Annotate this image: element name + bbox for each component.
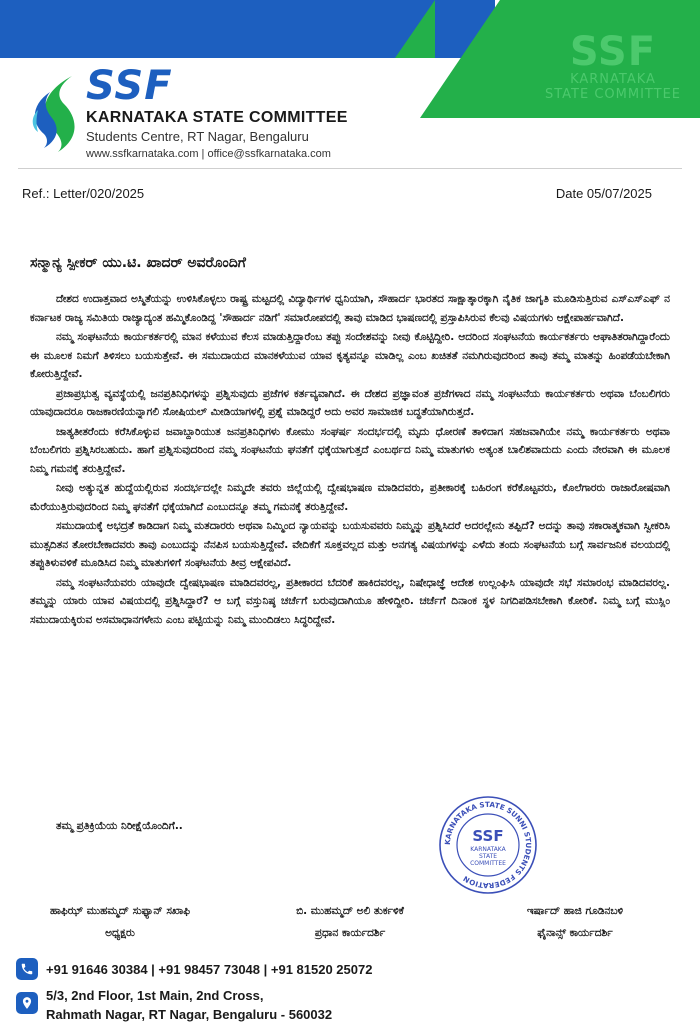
location-pin-icon bbox=[16, 992, 38, 1014]
letter-body bbox=[30, 290, 670, 630]
paragraph: ದೇಶದ ಉದಾತ್ತವಾದ ಅಸ್ಮಿತೆಯನ್ನು ಉಳಿಸಿಕೊಳ್ಳಲು ರಾಷ್ಟ್ರ ಮಟ್ಟದಲ್ಲಿ ವಿದ್ಯಾರ್ಥಿಗಳ ಧ್ವನಿಯಾಗಿ, ಸೌಹಾರ್ದ ಭಾರತದ ಸಾಕ್ಷಾತ್ಕಾರಕ್ಕಾಗಿ ನೈತಿಕ ಜಾಗೃತಿ ಮೂಡಿಸುತ್ತಿರುವ ಎಸ್ಎಸ್ಎಫ್ ನ ಕರ್ನಾಟಕ ರಾಜ್ಯ ಸಮಿತಿಯ ರಾಜ್ಯಾದ್ಯಂತ ಹಮ್ಮಿಕೊಂಡಿದ್ದ 'ಸೌಹಾರ್ದ ನಡಿಗೆ' ಸಮಾರೋಪದಲ್ಲಿ ತಾವು ಮಾಡಿದ ಭಾಷಣದಲ್ಲಿ ಪ್ರಸ್ತಾಪಿಸಿರುವ ಕೆಲವು ವಿಷಯಗಳು ಆಕ್ಷೇಪಾರ್ಹವಾಗಿದೆ. bbox=[30, 293, 670, 324]
footer-phone bbox=[16, 958, 372, 980]
org-short-name: SSF bbox=[86, 63, 173, 109]
paragraph: ಸಮುದಾಯಕ್ಕೆ ಅಭದ್ರತೆ ಕಾಡಿದಾಗ ನಿಮ್ಮ ಮತದಾರರು ಅಥವಾ ನಿಮ್ಮಿಂದ ನ್ಯಾಯವನ್ನು ಬಯಸುವವರು ನಿಮ್ಮನ್ನು ಪ್ರಶ್ನಿಸಿದರೆ ಅದರಲ್ಲೇನು ತಪ್ಪಿದೆ? ಅದನ್ನು ತಾವು ಸಕಾರಾತ್ಮಕವಾಗಿ ಸ್ವೀಕರಿಸಿ ಮುತ್ಸದಿತನ ತೋರಬೇಕಾದವರು ತಾವು ಎಂಬುದನ್ನು ನೆನಪಿಸ ಬಯಸುತ್ತಿದ್ದೇವೆ. ವೇದಿಕೆಗೆ ಸೂಕ್ತವಲ್ಲದ ಮತ್ತು ಅನಗತ್ಯ ವಿಷಯಗಳನ್ನು ಎಳೆದು ತಂದು ಸಂಘಟನೆಯ ಬಗ್ಗೆ ಸಾರ್ವಜನಿಕ ವಲಯದಲ್ಲಿ ತಪ್ಪುತಿಳುವಳಿಕೆ ಮೂಡಿಸಿದ ನಿಮ್ಮ ಮಾತುಗಳಿಗೆ ಸಂಘಟನೆಯ ತೀವ್ರ ಆಕ್ಷೇಪವಿದೆ. bbox=[30, 520, 670, 569]
signatory-title: ಪ್ರಧಾನ ಕಾರ್ಯದರ್ಶಿ bbox=[314, 927, 386, 939]
header-divider bbox=[18, 168, 682, 169]
seal-line1: KARNATAKA bbox=[470, 846, 506, 853]
address-line1: 5/3, 2nd Floor, 1st Main, 2nd Cross, bbox=[46, 988, 264, 1003]
address-line2: Rahmath Nagar, RT Nagar, Bengaluru - 560032 bbox=[46, 1007, 333, 1022]
seal-line2: STATE bbox=[478, 853, 498, 860]
letterhead bbox=[0, 0, 700, 180]
signatory-name: ಬಿ. ಮುಹಮ್ಮದ್ ಅಲಿ ತುರ್ಕಳಿಕೆ bbox=[296, 905, 404, 917]
signatory-name: ಹಾಫಿಝ್ ಮುಹಮ್ಮದ್ ಸುಫ್ಯಾನ್ ಸಖಾಫಿ bbox=[50, 905, 190, 917]
org-contact-line: www.ssfkarnataka.com | office@ssfkarnataka.com bbox=[86, 148, 331, 160]
org-address: Students Centre, RT Nagar, Bengaluru bbox=[86, 129, 309, 144]
signatory-title: ಅಧ್ಯಕ್ಷರು bbox=[105, 927, 135, 939]
org-committee: KARNATAKA STATE COMMITTEE bbox=[86, 109, 348, 126]
org-brand bbox=[86, 64, 348, 162]
paragraph: ನಮ್ಮ ಸಂಘಟನೆಯ ಕಾರ್ಯಕರ್ತರಲ್ಲಿ ಮಾನ ಕಳೆಯುವ ಕೆಲಸ ಮಾಡುತ್ತಿದ್ದಾರೆಂಬ ತಪ್ಪು ಸಂದೇಶವನ್ನು ನೀವು ಕೊಟ್ಟಿದ್ದೀರಿ. ಆದರಿಂದ ಸಂಘಟನೆಯ ಕಾರ್ಯಕರ್ತರು ಆಘಾತಿತರಾಗಿದ್ದಾರೆಂದು ಈ ಮೂಲಕ ನಿಮಗೆ ತಿಳಿಸಲು ಬಯಸುತ್ತೇವೆ. ಈ ಸಮುದಾಯದ ಮಾನಕಳೆಯುವ ಯಾವ ಕೃತ್ಯವನ್ನೂ ಮಾಡಿಲ್ಲ ಎಂಬ ಖಚಿತತೆ ನಮಗಿರುವುದರಿಂದ ತಾವು ತಮ್ಮ ಮಾತನ್ನು ಹಿಂಪಡೆಯಬೇಕಾಗಿ ಕೋರುತ್ತಿದ್ದೇವೆ. bbox=[30, 331, 670, 380]
phone-numbers: +91 91646 30384 | +91 98457 73048 | +91 81520 25072 bbox=[46, 961, 373, 977]
signatory-name: ಇರ್ಷಾದ್ ಹಾಜಿ ಗೂಡಿನಬಳಿ bbox=[526, 905, 624, 917]
signatory-general-secretary bbox=[240, 900, 460, 944]
paragraph: ನೀವು ಅತ್ಯುನ್ನತ ಹುದ್ದೆಯಲ್ಲಿರುವ ಸಂದರ್ಭದಲ್ಲೇ ನಿಮ್ಮದೇ ತವರು ಜಿಲ್ಲೆಯಲ್ಲಿ ದ್ವೇಷಭಾಷಣ ಮಾಡಿದವರು, ಪ್ರತೀಕಾರಕ್ಕೆ ಬಹಿರಂಗ ಕರೆಕೊಟ್ಟವರು, ಕೊಲೆಗಾರರು ರಾಜಾರೋಷವಾಗಿ ಮೆರೆಯುತ್ತಿರುವುದರಿಂದ ನಿಮ್ಮ ಘನತೆಗೆ ಧಕ್ಕೆಯಾಗಿದೆ ಎಂಬುದನ್ನೂ ತಮ್ಮ ಗಮನಕ್ಕೆ ತರುತ್ತಿದ್ದೇವೆ. bbox=[30, 482, 670, 513]
salutation: ಸನ್ಮಾನ್ಯ ಸ್ಪೀಕರ್ ಯು.ಟಿ. ಖಾದರ್ ಅವರೊಂದಿಗೆ bbox=[30, 255, 246, 271]
signatory-finance-secretary bbox=[465, 900, 685, 944]
ssf-logo-icon bbox=[28, 74, 80, 154]
watermark-logo bbox=[528, 29, 698, 102]
letter-date: Date 05/07/2025 bbox=[555, 186, 652, 201]
phone-icon bbox=[16, 958, 38, 980]
paragraph: ನಮ್ಮ ಸಂಘಟನೆಯವರು ಯಾವುದೇ ದ್ವೇಷಭಾಷಣ ಮಾಡಿದವರಲ್ಲ, ಪ್ರತೀಕಾರದ ಬೆದರಿಕೆ ಹಾಕಿದವರಲ್ಲ, ನಿಷೇಧಾಜ್ಞೆ ಆದೇಶ ಉಲ್ಲಂಘಿಸಿ ಯಾವುದೇ ಸಭೆ ಸಮಾರಂಭ ಮಾಡಿದವರಲ್ಲ. ತಮ್ಮನ್ನು ಯಾರು ಯಾವ ವಿಷಯದಲ್ಲಿ ಪ್ರಶ್ನಿಸಿದ್ದಾರೆ? ಆ ಬಗ್ಗೆ ವಸ್ತುನಿಷ್ಠ ಚರ್ಚೆಗೆ ಬರುವುದಾಗಿಯೂ ಹೇಳಿದ್ದೀರಿ. ಚರ್ಚೆಗೆ ದಿನಾಂಕ ಸ್ಥಳ ನಿಗದಿಪಡಿಸಬೇಕಾಗಿ ಕೋರಿಕೆ. ನಿಮ್ಮ ಬಗ್ಗೆ ಮುಸ್ಲಿಂ ಸಮುದಾಯಕ್ಕಿರುವ ಅಸಮಾಧಾನಗಳೇನು ಎಂಬ ಪಟ್ಟಿಯನ್ನು ನಿಮ್ಮ ಮುಂದಿಡಲು ಸಿದ್ಧರಿದ್ದೇವೆ. bbox=[30, 576, 670, 626]
paragraph: ಪ್ರಜಾಪ್ರಭುತ್ವ ವ್ಯವಸ್ಥೆಯಲ್ಲಿ ಜನಪ್ರತಿನಿಧಿಗಳನ್ನು ಪ್ರಶ್ನಿಸುವುದು ಪ್ರಜೆಗಳ ಕರ್ತವ್ಯವಾಗಿದೆ. ಈ ದೇಶದ ಪ್ರಜ್ಞಾವಂತ ಪ್ರಜೆಗಳಾದ ನಮ್ಮ ಸಂಘಟನೆಯ ಕಾರ್ಯಕರ್ತರು ಅಥವಾ ಬೆಂಬಲಿಗರು ಯಾವುದಾದರೂ ರಾಜಕಾರಣಿಯನ್ನಾಗಲಿ ಸೋಷಿಯಲ್ ಮೀಡಿಯಾಗಳಲ್ಲಿ ಪ್ರಶ್ನೆ ಮಾಡಿದ್ದರೆ ಅದು ಅವರ ಸಾಮಾಜಿಕ ಬದ್ಧತೆಯಾಗಿರುತ್ತದೆ. bbox=[30, 387, 670, 418]
signatory-title: ಫೈನಾನ್ಸ್ ಕಾರ್ಯದರ್ಶಿ bbox=[537, 927, 613, 939]
closing-line: ತಮ್ಮ ಪ್ರತಿಕ್ರಿಯೆಯ ನಿರೀಕ್ಷೆಯೊಂದಿಗೆ.. bbox=[56, 820, 183, 832]
seal-line3: COMMITTEE bbox=[470, 860, 506, 867]
letter-ref: Ref.: Letter/020/2025 bbox=[22, 186, 145, 201]
organization-seal bbox=[438, 795, 538, 895]
signatory-president bbox=[10, 900, 230, 944]
seal-center: SSF bbox=[472, 827, 504, 845]
paragraph: ಜಾತ್ಯತೀತರೆಂದು ಕರೆಸಿಕೊಳ್ಳುವ ಜವಾಬ್ದಾರಿಯುತ ಜನಪ್ರತಿನಿಧಿಗಳು ಕೋಮು ಸಂಘರ್ಷ ಸಂದರ್ಭದಲ್ಲಿ ಮೃದು ಧೋರಣೆ ತಾಳಿದಾಗ ಸಹಜವಾಗಿಯೇ ನಮ್ಮ ಕಾರ್ಯಕರ್ತರು ಅಥವಾ ಬೆಂಬಲಿಗರು ಪ್ರಶ್ನಿಸಿರಬಹುದು. ಹಾಗೆ ಪ್ರಶ್ನಿಸುವುದರಿಂದ ನಮ್ಮ ಸಂಘಟನೆಯ ಘನತೆಗೆ ಧಕ್ಕೆಯಾಗುತ್ತದೆ ಎಂಬರ್ಥದ ನಿಮ್ಮ ಮಾತುಗಳು ಅತ್ಯಂತ ಬಾಲಿಶವಾದುದು ಎಂದು ನೇರವಾಗಿ ಈ ಮೂಲಕ ನಿಮ್ಮ ಗಮನಕ್ಕೆ ತರುತ್ತಿದ್ದೇವೆ. bbox=[30, 425, 670, 475]
watermark-ssf: SSF bbox=[569, 29, 657, 75]
watermark-line2: STATE COMMITTEE bbox=[544, 87, 681, 102]
seal-ring-text: KARNATAKA STATE SUNNI STUDENTS FEDERATION bbox=[442, 799, 534, 891]
footer-address bbox=[16, 986, 332, 1024]
watermark-line1: KARNATAKA bbox=[570, 72, 656, 87]
